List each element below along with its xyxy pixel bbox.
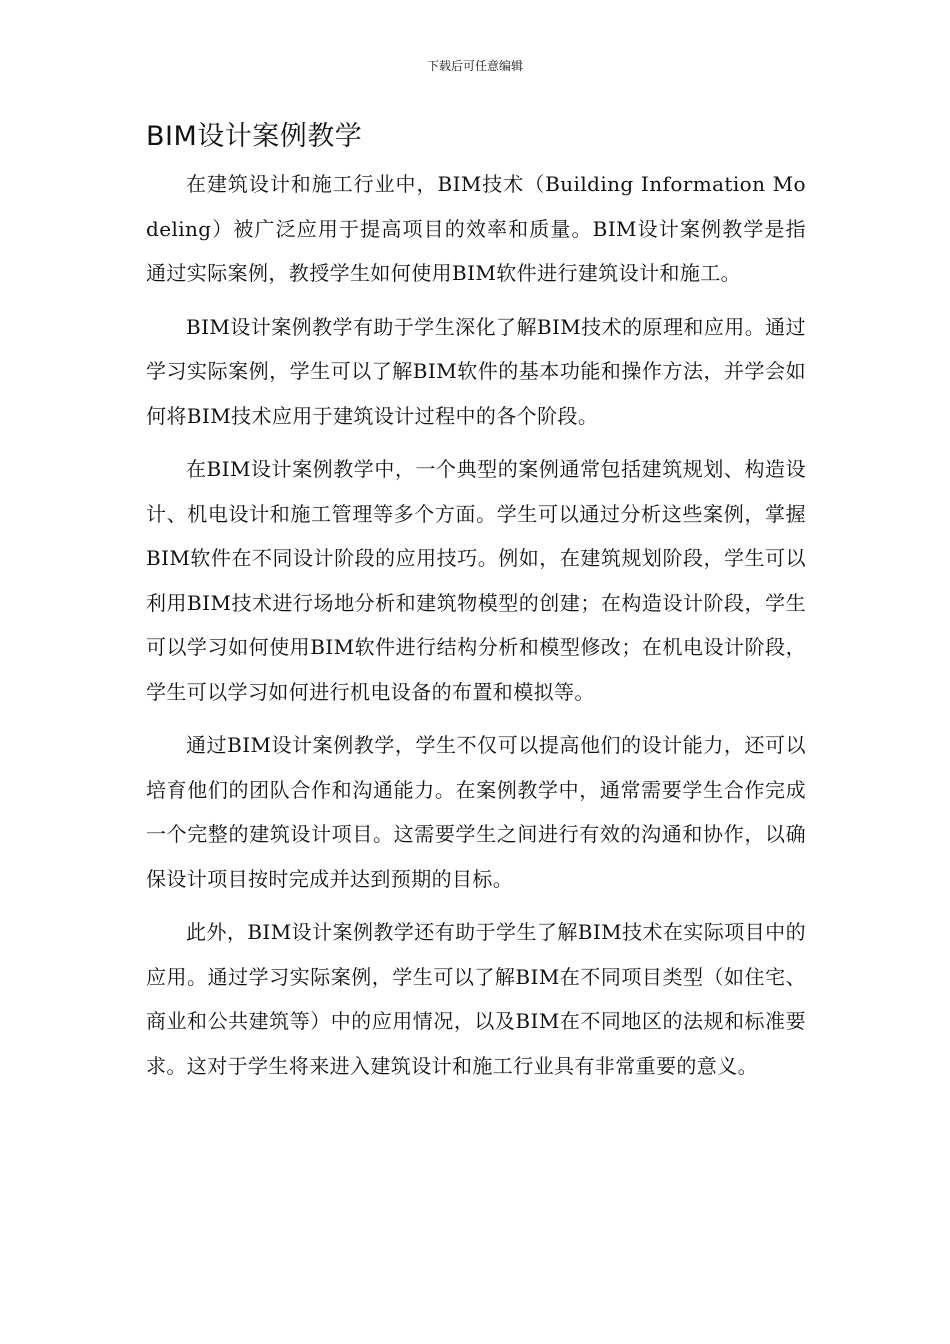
paragraph-1: 在建筑设计和施工行业中，BIM技术（Building Information Modeling）被广泛应用于提高项目的效率和质量。BIM设计案例教学是指通过实际案例，教授学生如何使用BIM软件进行建筑设计和施工。	[146, 172, 806, 285]
header-note: 下载后可任意编辑	[426, 59, 523, 73]
paragraph-3: 在BIM设计案例教学中，一个典型的案例通常包括建筑规划、构造设计、机电设计和施工管理等多个方面。学生可以通过分析这些案例，掌握BIM软件在不同设计阶段的应用技巧。例如，在建筑规划阶段，学生可以利用BIM技术进行场地分析和建筑物模型的创建；在构造设计阶段，学生可以学习如何使用BIM软件进行结构分析和模型修改；在机电设计阶段，学生可以学习如何进行机电设备的布置和模拟等。	[146, 457, 806, 704]
page-title: BIM设计案例教学	[146, 121, 363, 152]
paragraph-4: 通过BIM设计案例教学，学生不仅可以提高他们的设计能力，还可以培育他们的团队合作和沟通能力。在案例教学中，通常需要学生合作完成一个完整的建筑设计项目。这需要学生之间进行有效的沟通和协作，以确保设计项目按时完成并达到预期的目标。	[146, 733, 806, 891]
paragraph-2: BIM设计案例教学有助于学生深化了解BIM技术的原理和应用。通过学习实际案例，学生可以了解BIM软件的基本功能和操作方法，并学会如何将BIM技术应用于建筑设计过程中的各个阶段。	[146, 314, 806, 428]
article-body	[146, 162, 806, 1097]
paragraph-5: 此外，BIM设计案例教学还有助于学生了解BIM技术在实际项目中的应用。通过学习实际案例，学生可以了解BIM在不同项目类型（如住宅、商业和公共建筑等）中的应用情况，以及BIM在不同地区的法规和标准要求。这对于学生将来进入建筑设计和施工行业具有非常重要的意义。	[146, 920, 806, 1078]
